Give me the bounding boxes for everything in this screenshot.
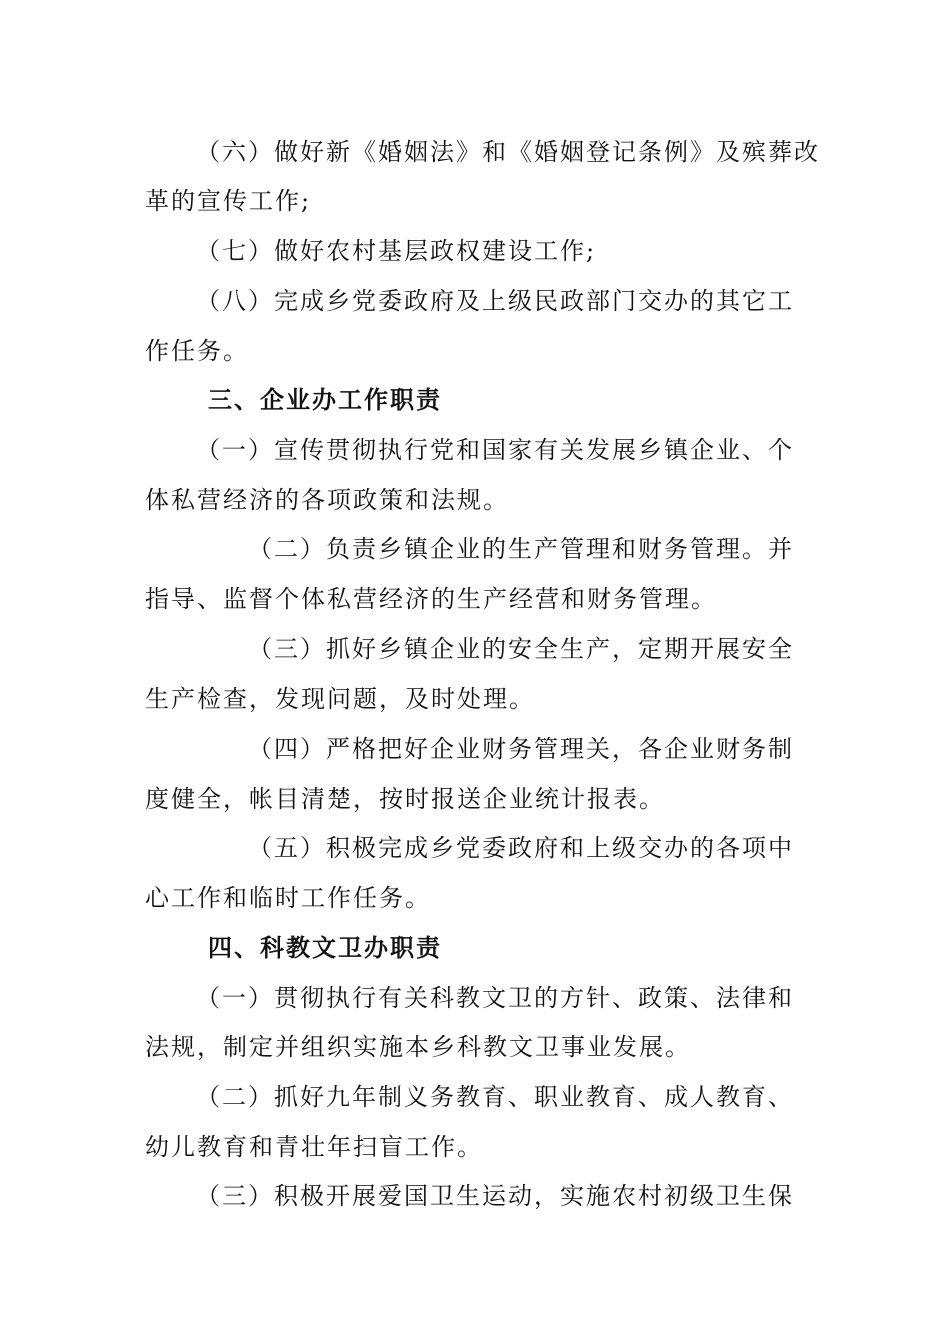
paragraph-line: 生产检查，发现问题，及时处理。 (145, 685, 535, 713)
paragraph-line: （四）严格把好企业财务管理关，各企业财务制 (248, 735, 794, 763)
paragraph-line: （六）做好新《婚姻法》和《婚姻登记条例》及殡葬改 (196, 138, 820, 166)
paragraph-line: （一）贯彻执行有关科教文卫的方针、政策、法律和 (196, 984, 794, 1012)
paragraph-line: （八）完成乡党委政府及上级民政部门交办的其它工 (196, 287, 794, 315)
paragraph-line: 心工作和临时工作任务。 (145, 884, 431, 912)
section-heading: 四、科教文卫办职责 (208, 933, 442, 962)
paragraph-line: （三）积极开展爱国卫生运动，实施农村初级卫生保 (196, 1182, 794, 1210)
paragraph-line: （五）积极完成乡党委政府和上级交办的各项中 (248, 834, 794, 862)
paragraph-line: 革的宣传工作; (145, 187, 312, 215)
section-heading: 三、企业办工作职责 (208, 385, 442, 414)
paragraph-line: 作任务。 (145, 337, 249, 365)
paragraph-line: （七）做好农村基层政权建设工作; (196, 237, 597, 265)
paragraph-line: （一）宣传贯彻执行党和国家有关发展乡镇企业、个 (196, 436, 794, 464)
paragraph-line: 度健全，帐目清楚，按时报送企业统计报表。 (145, 785, 665, 813)
paragraph-line: （三）抓好乡镇企业的安全生产，定期开展安全 (248, 635, 794, 663)
paragraph-line: 指导、监督个体私营经济的生产经营和财务管理。 (145, 585, 717, 613)
paragraph-line: （二）负责乡镇企业的生产管理和财务管理。并 (248, 535, 794, 563)
paragraph-line: 法规，制定并组织实施本乡科教文卫事业发展。 (145, 1033, 691, 1061)
paragraph-line: 体私营经济的各项政策和法规。 (145, 486, 509, 514)
paragraph-line: （二）抓好九年制义务教育、职业教育、成人教育、 (196, 1083, 794, 1111)
paragraph-line: 幼儿教育和青壮年扫盲工作。 (145, 1133, 483, 1161)
